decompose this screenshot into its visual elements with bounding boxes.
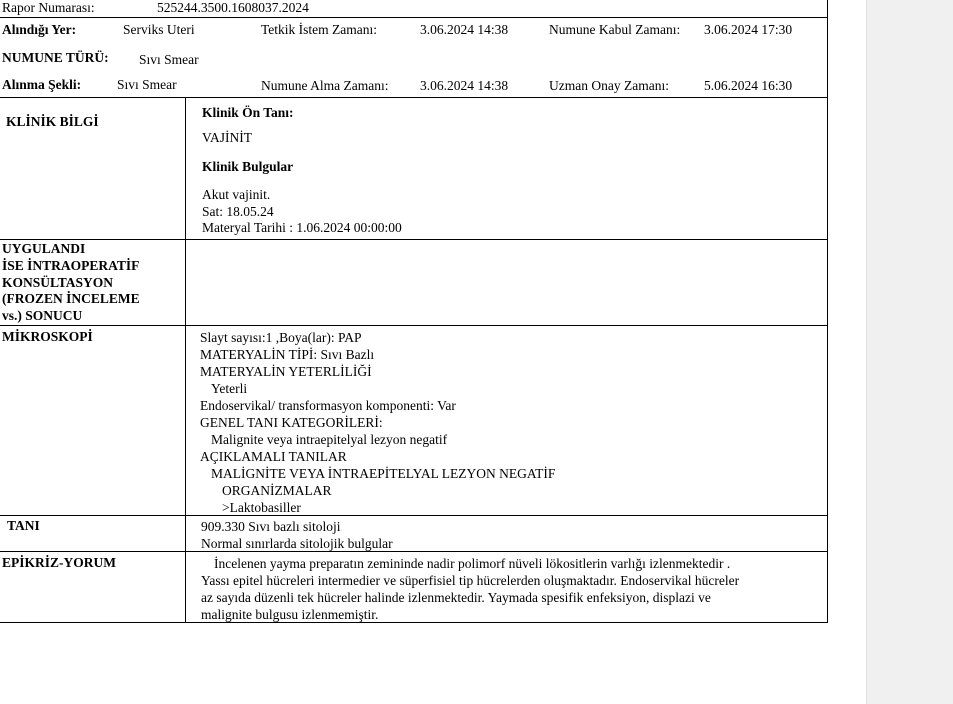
header-right-border-top [827, 0, 828, 17]
frozen-label-line: UYGULANDI [2, 241, 86, 256]
bulgular-line: Akut vajinit. [202, 187, 271, 202]
mikroskopi-line: >Laktobasiller [222, 500, 301, 515]
epikriz-line: İncelenen yayma preparatın zemininde nadir polimorf nüveli lökositlerin varlığı izlenmektedir . [214, 556, 731, 571]
frozen-label-line: İSE İNTRAOPERATİF [2, 257, 140, 273]
row-rule-1 [0, 239, 828, 240]
mikroskopi-line: MALİGNİTE VEYA İNTRAEPİTELYAL LEZYON NEGATİF [211, 466, 556, 481]
frozen-label [2, 241, 140, 325]
report-number-label: Rapor Numarası: [2, 0, 95, 15]
request-time-label: Tetkik İstem Zamanı: [261, 22, 378, 37]
frozen-label-line: (FROZEN İNCELEME [2, 291, 140, 307]
mikroskopi-line: Yeterli [211, 381, 248, 396]
epikriz-line: Yassı epitel hücreleri intermedier ve süperfisiel tip hücrelerden oluşmaktadır. Endoservikal hücreler [201, 573, 740, 588]
mikroskopi-line: ORGANİZMALAR [222, 483, 332, 498]
mikroskopi-line: MATERYALİN TİPİ: Sıvı Bazlı [200, 347, 375, 362]
epikriz-text [201, 555, 739, 623]
column-divider [185, 97, 186, 623]
report-number-value: 525244.3500.1608037.2024 [157, 0, 309, 15]
tani-line: Normal sınırlarda sitolojik bulgular [201, 536, 393, 551]
approval-time-label: Uzman Onay Zamanı: [549, 78, 669, 93]
mikroskopi-label: MİKROSKOPİ [2, 329, 93, 344]
on-tani-value: VAJİNİT [202, 130, 252, 145]
request-time-value: 3.06.2024 14:38 [420, 22, 509, 37]
mikroskopi-text [200, 329, 555, 516]
epikriz-line: az sayıda düzenli tek hücreler halinde izlenmektedir. Yaymada spesifik enfeksiyon, displazi ve [201, 590, 711, 605]
bulgular-line: Materyal Tarihi : 1.06.2024 00:00:00 [202, 220, 402, 236]
tani-text [201, 518, 393, 552]
method-label: Alınma Şekli: [2, 77, 82, 92]
tani-label: TANI [7, 518, 40, 533]
bulgular-title: Klinik Bulgular [202, 159, 294, 174]
on-tani-title: Klinik Ön Tanı: [202, 105, 294, 120]
mikroskopi-line: Slayt sayısı:1 ,Boya(lar): PAP [200, 330, 362, 345]
header-right-border [827, 17, 828, 97]
mikroskopi-line: AÇIKLAMALI TANILAR [200, 449, 347, 464]
approval-time-value: 5.06.2024 16:30 [704, 78, 793, 93]
row-rule-4 [0, 551, 828, 552]
mikroskopi-line: Endoservikal/ transformasyon komponenti: Var [200, 398, 456, 413]
row-rule-2 [0, 325, 828, 326]
viewer-side-panel[interactable] [866, 0, 953, 704]
location-value: Serviks Uteri [123, 22, 195, 37]
epikriz-line: malignite bulgusu izlenmemiştir. [201, 607, 379, 622]
sample-type-label: NUMUNE TÜRÜ: [2, 50, 109, 65]
bulgular-line: Sat: 18.05.24 [202, 203, 274, 219]
bulgular-text [202, 187, 402, 237]
frozen-label-line: KONSÜLTASYON [2, 274, 114, 290]
mikroskopi-line: GENEL TANI KATEGORİLERİ: [200, 415, 383, 430]
accept-time-value: 3.06.2024 17:30 [704, 22, 793, 37]
mikroskopi-line: MATERYALİN YETERLİLİĞİ [200, 364, 372, 379]
tani-line: 909.330 Sıvı bazlı sitoloji [201, 519, 341, 534]
mikroskopi-line: Malignite veya intraepitelyal lezyon negatif [211, 432, 448, 447]
collect-time-value: 3.06.2024 14:38 [420, 78, 509, 93]
table-right-border [827, 97, 828, 623]
method-value: Sıvı Smear [117, 77, 177, 92]
frozen-label-line: vs.) SONUCU [2, 308, 83, 324]
collect-time-label: Numune Alma Zamanı: [261, 78, 389, 93]
sample-type-value: Sıvı Smear [139, 52, 199, 67]
location-label: Alındığı Yer: [2, 22, 77, 37]
klinik-label: KLİNİK BİLGİ [6, 114, 99, 129]
header-top-rule [0, 17, 828, 18]
epikriz-label: EPİKRİZ-YORUM [2, 555, 116, 570]
table-top-rule [0, 97, 828, 98]
accept-time-label: Numune Kabul Zamanı: [549, 22, 681, 37]
